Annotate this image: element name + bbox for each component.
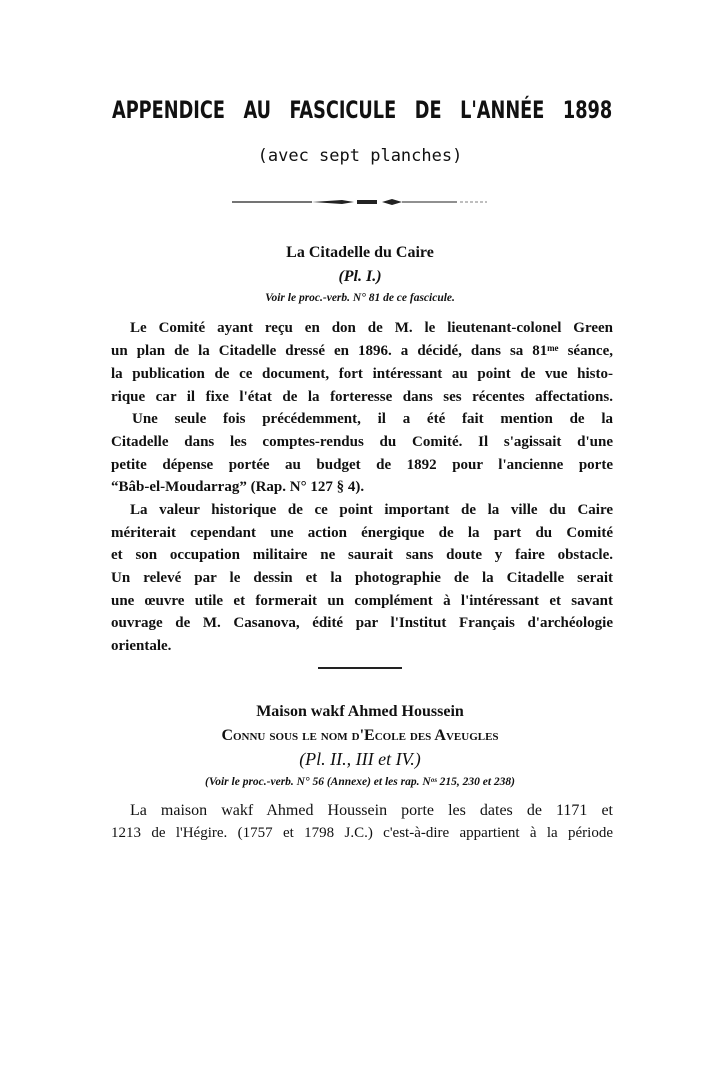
body-line: Citadelle dans les comptes-rendus du Comité. Il s'agissait d'une (111, 434, 613, 450)
body-line: une œuvre utile et formerait un complément à l'intéressant et savant (111, 593, 613, 609)
proces-verbal-reference: Voir le proc.-verb. N° 81 de ce fascicule. (265, 292, 455, 304)
page-title: APPENDICE AU FASCICULE DE L'ANNÉE 1898 (112, 96, 613, 124)
proces-verbal-reference: (Voir le proc.-verb. N° 56 (Annexe) et les rap. Nᵒˢ 215, 230 et 238) (205, 776, 515, 788)
body-line: orientale. (111, 638, 172, 654)
section-heading-maison: Maison wakf Ahmed Houssein (256, 703, 464, 720)
body-line: Une seule fois précédemment, il a été fait mention de la (132, 411, 613, 427)
body-line: La valeur historique de ce point important de la ville du Caire (130, 502, 613, 518)
body-line: la publication de ce document, fort intéressant au point de vue histo- (111, 366, 613, 382)
body-line: ouvrage de M. Casanova, édité par l'Institut Français d'archéologie (111, 615, 613, 631)
plate-reference: (Pl. II., III et IV.) (299, 749, 421, 769)
plate-reference: (Pl. I.) (338, 268, 382, 285)
body-line: “Bâb-el-Moudarrag” (Rap. N° 127 § 4). (111, 479, 365, 495)
body-line: Un relevé par le dessin et la photographie de la Citadelle serait (111, 570, 613, 586)
body-line: petite dépense portée au budget de 1892 pour l'ancienne porte (111, 457, 613, 473)
body-line: La maison wakf Ahmed Houssein porte les dates de 1171 et (130, 802, 613, 819)
body-line: un plan de la Citadelle dressé en 1896. a décidé, dans sa 81ᵐᵉ séance, (111, 343, 613, 359)
section-heading-citadelle: La Citadelle du Caire (286, 244, 434, 261)
body-line: mériterait cependant une action énergique de la part du Comité (111, 525, 613, 541)
section-separator (318, 667, 402, 669)
page-subtitle: (avec sept planches) (257, 146, 463, 166)
body-line: et son occupation militaire ne saurait sans doute y faire obstacle. (111, 547, 613, 563)
body-line: rique car il fixe l'état de la forteresse dans ses récentes affectations. (111, 389, 613, 405)
section-subheading: Connu sous le nom d'Ecole des Aveugles (221, 727, 499, 744)
ornament-divider (232, 199, 487, 205)
body-line: Le Comité ayant reçu en don de M. le lieutenant-colonel Green (130, 320, 613, 336)
body-line: 1213 de l'Hégire. (1757 et 1798 J.C.) c'est-à-dire appartient à la période (111, 825, 613, 841)
